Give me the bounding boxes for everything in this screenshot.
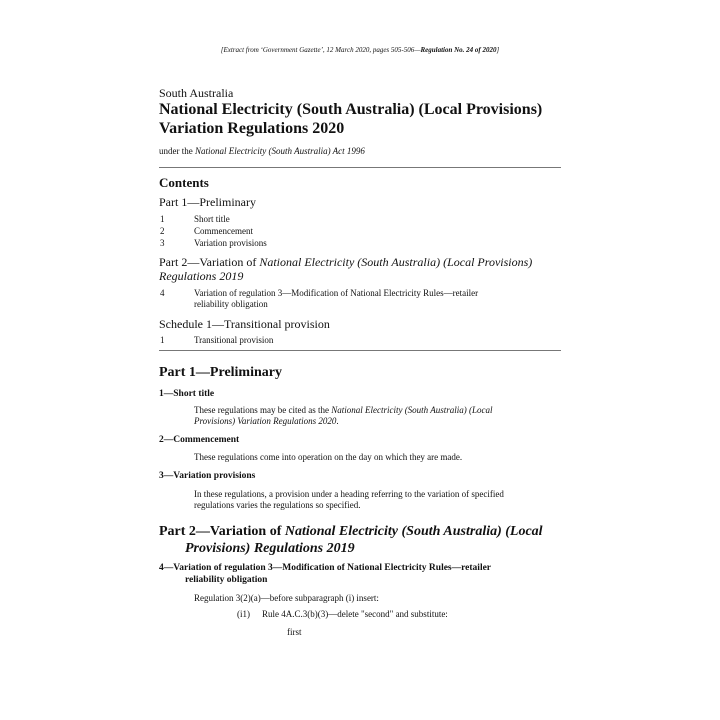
subparagraph-number: (i1) [237,609,250,619]
toc-item-number: 3 [160,238,165,248]
extract-suffix: ] [496,46,500,54]
part-1-heading: Part 1—Preliminary [159,365,282,380]
divider [159,167,561,168]
section-3-text-line-2: regulations varies the regulations so specified. [194,500,361,510]
section-1-text [194,405,493,415]
toc-item-number: 1 [160,214,165,224]
citation-name: National Electricity (South Australia) (Local [331,405,493,415]
gazette-extract-line [0,46,720,54]
under-prefix: under the [159,146,195,156]
section-1-prefix: These regulations may be cited as the [194,405,332,415]
enabling-act: National Electricity (South Australia) Act 1996 [195,146,365,156]
toc-part-2-prefix: Part 2—Variation of [159,255,260,269]
toc-part-2-title-line-2[interactable]: Regulations 2019 [159,269,244,283]
citation-name-line-2: Provisions) Variation Regulations 2020 [194,416,337,426]
toc-item-variation-provisions[interactable]: Variation provisions [194,238,267,248]
toc-schedule-1[interactable]: Schedule 1—Transitional provision [159,317,330,331]
document-title-line-1: National Electricity (South Australia) (Local Provisions) [159,101,543,118]
toc-item-variation-regulation-3-line-2[interactable]: reliability obligation [194,299,268,309]
toc-part-2[interactable] [159,255,532,270]
toc-item-short-title[interactable]: Short title [194,214,230,224]
divider [159,350,561,351]
toc-part-1[interactable]: Part 1—Preliminary [159,195,256,209]
jurisdiction: South Australia [159,86,234,100]
extract-regulation-number: Regulation No. 24 of 2020 [420,46,497,54]
toc-item-number: 1 [160,335,165,345]
enabling-act-line [159,146,365,156]
toc-item-transitional-provision[interactable]: Transitional provision [194,335,274,345]
contents-heading: Contents [159,175,209,190]
part-2-heading-line-2: Provisions) Regulations 2019 [185,541,355,556]
part-2-heading [159,524,543,540]
toc-part-2-title: National Electricity (South Australia) (Local Provisions) [259,255,533,269]
section-1-text-line-2 [194,416,339,426]
subparagraph-text: Rule 4A.C.3(b)(3)—delete "second" and substitute: [262,609,448,619]
section-1-heading: 1—Short title [159,389,215,399]
toc-item-number: 4 [160,288,165,298]
toc-item-commencement[interactable]: Commencement [194,226,253,236]
part-2-heading-prefix: Part 2—Variation of [159,524,285,539]
section-1-suffix: . [336,416,339,426]
section-4-instruction: Regulation 3(2)(a)—before subparagraph (i) insert: [194,593,379,603]
substitute-text: first [287,627,302,637]
section-3-text-line-1: In these regulations, a provision under a heading referring to the variation of specified [194,489,504,499]
section-4-heading-line-1: 4—Variation of regulation 3—Modification of National Electricity Rules—retailer [159,563,492,573]
part-2-heading-title: National Electricity (South Australia) (Local [284,524,543,539]
toc-item-variation-regulation-3[interactable]: Variation of regulation 3—Modification of National Electricity Rules—retailer [194,288,479,298]
extract-prefix: [Extract from ‘Government Gazette’, 12 March 2020, pages 505-506— [220,46,421,54]
document-title-line-2: Variation Regulations 2020 [159,120,345,137]
section-2-text: These regulations come into operation on the day on which they are made. [194,452,463,462]
toc-item-number: 2 [160,226,165,236]
section-4-heading-line-2: reliability obligation [185,575,268,585]
section-2-heading: 2—Commencement [159,435,240,445]
section-3-heading: 3—Variation provisions [159,471,256,481]
